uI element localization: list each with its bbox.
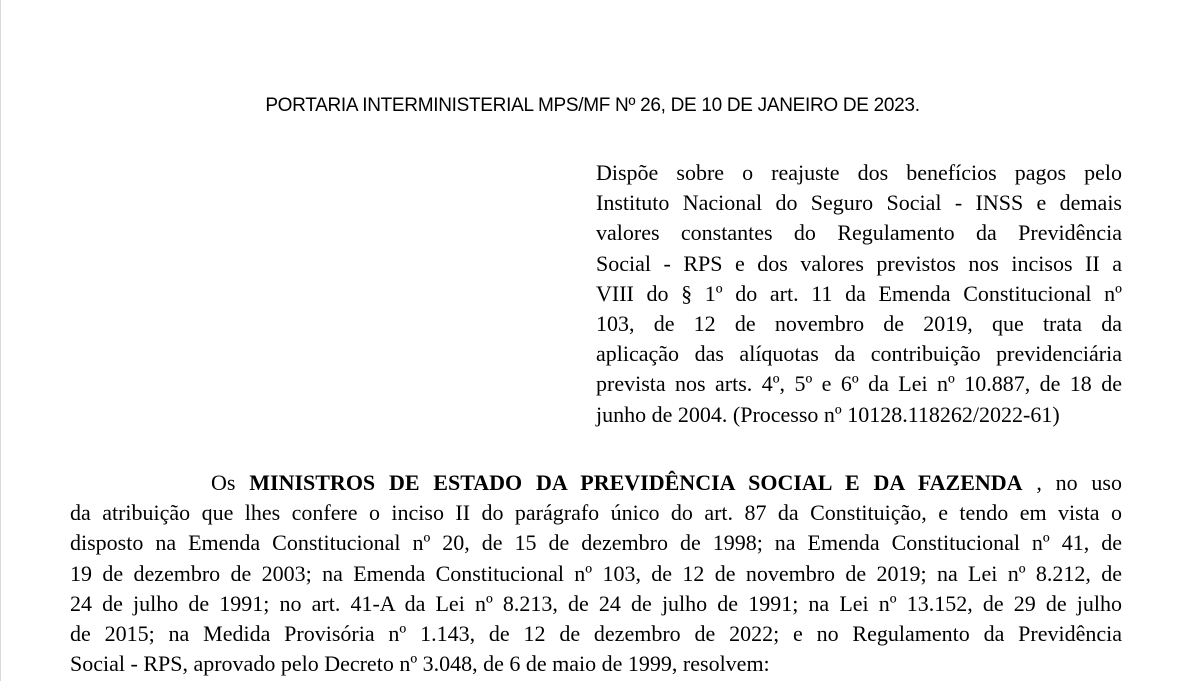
ementa-line: aplicação das alíquotas da contribuição previdenciária [596,341,1122,367]
ementa-summary [596,158,1122,430]
ementa-line: VIII do § 1º do art. 11 da Emenda Constitucional nº [596,280,1122,306]
document-title: PORTARIA INTERMINISTERIAL MPS/MF Nº 26, DE 10 DE JANEIRO DE 2023. [265,95,920,116]
preamble-line: de 2015; na Medida Provisória nº 1.143, de 12 de dezembro de 2022; e no Regulamento da Previdência [70,620,1122,646]
preamble-line: Social - RPS, aprovado pelo Decreto nº 3.048, de 6 de maio de 1999, resolvem: [70,651,770,677]
ementa-line: Instituto Nacional do Seguro Social - INSS e demais [596,190,1122,216]
preamble-line: 19 de dezembro de 2003; na Emenda Constitucional nº 103, de 12 de novembro de 2019; na Lei nº 8.212, de [70,560,1122,586]
preamble-suffix: , no uso [1022,470,1122,495]
ementa-line: 103, de 12 de novembro de 2019, que trata da [596,310,1122,336]
ministers-heading: MINISTROS DE ESTADO DA PREVIDÊNCIA SOCIAL E DA FAZENDA [249,470,1023,495]
preamble-first-line [70,468,1122,498]
preamble-line: 24 de julho de 1991; no art. 41-A da Lei nº 8.213, de 24 de julho de 1991; na Lei nº 13.152, de 29 de julho [70,590,1122,616]
preamble-prefix: Os [211,470,250,495]
preamble-paragraph [70,468,1122,679]
ementa-line: prevista nos arts. 4º, 5º e 6º da Lei nº 10.887, de 18 de [596,371,1122,397]
ementa-line: Social - RPS e dos valores previstos nos incisos II a [596,250,1122,276]
ementa-line: valores constantes do Regulamento da Previdência [596,220,1122,246]
ementa-line: Dispõe sobre o reajuste dos benefícios pagos pelo [596,160,1122,185]
preamble-line: da atribuição que lhes confere o inciso II do parágrafo único do art. 87 da Constituição, e tendo em vista o [70,500,1122,526]
ementa-line: junho de 2004. (Processo nº 10128.118262/2022-61) [596,401,1060,427]
preamble-line: disposto na Emenda Constitucional nº 20, de 15 de dezembro de 1998; na Emenda Constitucional nº 41, de [70,530,1122,556]
